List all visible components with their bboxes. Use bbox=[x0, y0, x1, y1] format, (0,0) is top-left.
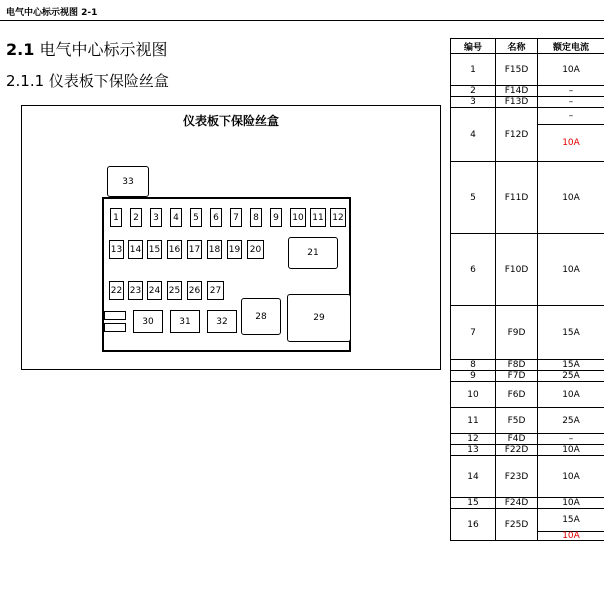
fuse-4: 4 bbox=[170, 208, 182, 227]
fuse-8: 8 bbox=[250, 208, 262, 227]
rating-value: 10A bbox=[562, 531, 580, 541]
row-number: 16 bbox=[451, 509, 496, 541]
fuse-18: 18 bbox=[207, 240, 222, 259]
row-number: 8 bbox=[451, 360, 496, 371]
row-rating bbox=[538, 108, 604, 162]
fuse-27: 27 bbox=[207, 281, 224, 300]
row-rating: 10A bbox=[538, 162, 604, 234]
row-rating: 10A bbox=[538, 54, 604, 86]
fuse-23: 23 bbox=[128, 281, 143, 300]
row-number: 15 bbox=[451, 498, 496, 509]
row-rating bbox=[538, 509, 604, 541]
row-rating: 10A bbox=[538, 456, 604, 498]
table-row bbox=[451, 97, 604, 108]
row-name: F8D bbox=[496, 360, 538, 371]
row-name: F9D bbox=[496, 306, 538, 360]
row-rating: 25A bbox=[538, 408, 604, 434]
row-number: 7 bbox=[451, 306, 496, 360]
col-header-rating: 额定电流 bbox=[538, 39, 604, 54]
table-row bbox=[451, 498, 604, 509]
row-rating: 10A bbox=[538, 498, 604, 509]
fuse-33: 33 bbox=[107, 166, 149, 197]
fuse-32: 32 bbox=[207, 310, 237, 333]
row-rating: 15A bbox=[538, 360, 604, 371]
fuse-16: 16 bbox=[167, 240, 182, 259]
subsection-heading: 2.1.1 仪表板下保险丝盒 bbox=[6, 72, 169, 90]
rating-value: – bbox=[538, 109, 604, 125]
row-name: F24D bbox=[496, 498, 538, 509]
row-number: 4 bbox=[451, 108, 496, 162]
table-row bbox=[451, 382, 604, 408]
fuse-25: 25 bbox=[167, 281, 182, 300]
header-rule bbox=[0, 20, 604, 21]
table-row bbox=[451, 509, 604, 541]
fuse-10: 10 bbox=[290, 208, 306, 227]
rating-value: 15A bbox=[538, 509, 604, 532]
fuse-29: 29 bbox=[287, 294, 351, 342]
section-title: 电气中心标示视图 bbox=[39, 40, 168, 59]
relay-slot-upper bbox=[104, 311, 126, 320]
fuse-12: 12 bbox=[330, 208, 346, 227]
row-number: 12 bbox=[451, 434, 496, 445]
fuse-5: 5 bbox=[190, 208, 202, 227]
row-name: F25D bbox=[496, 509, 538, 541]
row-rating: – bbox=[538, 434, 604, 445]
fuse-1: 1 bbox=[110, 208, 122, 227]
row-rating: – bbox=[538, 97, 604, 108]
fuse-15: 15 bbox=[147, 240, 162, 259]
row-number: 14 bbox=[451, 456, 496, 498]
row-name: F11D bbox=[496, 162, 538, 234]
fuse-9: 9 bbox=[270, 208, 282, 227]
col-header-number: 编号 bbox=[451, 39, 496, 54]
row-number: 1 bbox=[451, 54, 496, 86]
row-rating: 25A bbox=[538, 371, 604, 382]
row-name: F5D bbox=[496, 408, 538, 434]
row-name: F22D bbox=[496, 445, 538, 456]
row-name: F10D bbox=[496, 234, 538, 306]
fuse-19: 19 bbox=[227, 240, 242, 259]
row-number: 6 bbox=[451, 234, 496, 306]
row-name: F7D bbox=[496, 371, 538, 382]
row-number: 5 bbox=[451, 162, 496, 234]
fuse-28: 28 bbox=[241, 298, 281, 335]
fuse-7: 7 bbox=[230, 208, 242, 227]
relay-slot-lower bbox=[104, 323, 126, 332]
table-row bbox=[451, 434, 604, 445]
row-number: 3 bbox=[451, 97, 496, 108]
row-name: F13D bbox=[496, 97, 538, 108]
table-row bbox=[451, 445, 604, 456]
section-number: 2.1 bbox=[6, 40, 35, 59]
fuse-3: 3 bbox=[150, 208, 162, 227]
row-rating: 15A bbox=[538, 306, 604, 360]
rating-value: 10A bbox=[562, 137, 580, 148]
running-header: 电气中心标示视图 2-1 bbox=[6, 8, 98, 18]
row-name: F14D bbox=[496, 86, 538, 97]
table-row bbox=[451, 234, 604, 306]
diagram-title: 仪表板下保险丝盒 bbox=[182, 114, 279, 128]
fuse-31: 31 bbox=[170, 310, 200, 333]
fuse-table bbox=[450, 38, 604, 541]
table-row bbox=[451, 408, 604, 434]
fuse-17: 17 bbox=[187, 240, 202, 259]
fuse-2: 2 bbox=[130, 208, 142, 227]
fuse-13: 13 bbox=[109, 240, 124, 259]
fuse-box-diagram bbox=[21, 105, 441, 370]
fuse-6: 6 bbox=[210, 208, 222, 227]
table-row bbox=[451, 456, 604, 498]
row-rating: – bbox=[538, 86, 604, 97]
row-number: 9 bbox=[451, 371, 496, 382]
row-name: F12D bbox=[496, 108, 538, 162]
row-name: F6D bbox=[496, 382, 538, 408]
fuse-24: 24 bbox=[147, 281, 162, 300]
table-row bbox=[451, 306, 604, 360]
section-heading bbox=[6, 37, 167, 60]
col-header-name: 名称 bbox=[496, 39, 538, 54]
row-name: F15D bbox=[496, 54, 538, 86]
row-number: 11 bbox=[451, 408, 496, 434]
row-number: 2 bbox=[451, 86, 496, 97]
fuse-21: 21 bbox=[288, 237, 338, 269]
fuse-30: 30 bbox=[133, 310, 163, 333]
fuse-20: 20 bbox=[247, 240, 264, 259]
row-rating: 10A bbox=[538, 234, 604, 306]
fuse-26: 26 bbox=[187, 281, 202, 300]
fuse-table-body bbox=[451, 54, 604, 541]
fuse-11: 11 bbox=[310, 208, 326, 227]
table-row bbox=[451, 108, 604, 162]
row-number: 10 bbox=[451, 382, 496, 408]
table-row bbox=[451, 54, 604, 86]
fuse-14: 14 bbox=[128, 240, 143, 259]
table-row bbox=[451, 371, 604, 382]
table-row bbox=[451, 360, 604, 371]
row-name: F23D bbox=[496, 456, 538, 498]
fuse-box-outline bbox=[102, 197, 351, 352]
row-number: 13 bbox=[451, 445, 496, 456]
fuse-table-header bbox=[451, 39, 604, 54]
row-rating: 10A bbox=[538, 445, 604, 456]
fuse-22: 22 bbox=[109, 281, 124, 300]
table-row bbox=[451, 86, 604, 97]
row-rating: 10A bbox=[538, 382, 604, 408]
row-name: F4D bbox=[496, 434, 538, 445]
table-row bbox=[451, 162, 604, 234]
